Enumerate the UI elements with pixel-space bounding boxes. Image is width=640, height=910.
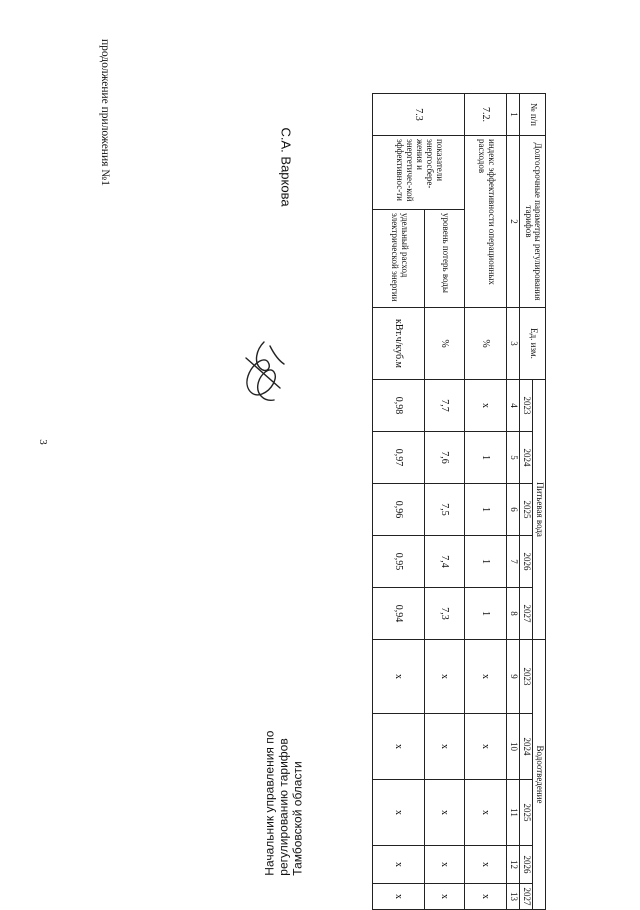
value-cell: 7,3 (425, 588, 465, 640)
year-cell: 2023 (520, 380, 533, 432)
col-number: 12 (507, 846, 520, 884)
year-cell: 2024 (520, 714, 533, 780)
year-cell: 2027 (520, 884, 533, 910)
col-number: 3 (507, 308, 520, 380)
col-number: 6 (507, 484, 520, 536)
header-num: № п/п (520, 94, 546, 136)
value-cell: x (425, 780, 465, 846)
signatory-title-line: регулированию тарифов Тамбовской области (276, 738, 304, 876)
value-cell: x (465, 380, 507, 432)
value-cell: x (465, 846, 507, 884)
signatory-name: С.А. Варкова (278, 127, 294, 207)
col-number: 1 (507, 94, 520, 136)
row-param: удельный расход электрической энергии (373, 210, 425, 308)
col-number: 5 (507, 432, 520, 484)
header-wastewater: Водоотведение (533, 640, 546, 910)
col-number: 11 (507, 780, 520, 846)
row-num: 7.2. (465, 94, 507, 136)
group-num: 7.3 (373, 94, 465, 136)
page-number: 3 (36, 439, 49, 445)
value-cell: 7,6 (425, 432, 465, 484)
value-cell: 1 (465, 432, 507, 484)
value-cell: 0,97 (373, 432, 425, 484)
table-row (373, 94, 425, 910)
value-cell: x (373, 640, 425, 714)
header-water: Питьевая вода (533, 380, 546, 640)
table-row (465, 94, 507, 910)
value-cell: x (465, 780, 507, 846)
year-cell: 2025 (520, 780, 533, 846)
value-cell: x (373, 846, 425, 884)
value-cell: x (425, 846, 465, 884)
value-cell: x (425, 884, 465, 910)
year-cell: 2024 (520, 432, 533, 484)
value-cell: 0,95 (373, 536, 425, 588)
value-cell: x (373, 780, 425, 846)
row-unit: % (425, 308, 465, 380)
value-cell: 0,98 (373, 380, 425, 432)
year-cell: 2026 (520, 846, 533, 884)
value-cell: x (425, 714, 465, 780)
value-cell: 0,96 (373, 484, 425, 536)
column-number-row (507, 94, 520, 910)
value-cell: x (465, 714, 507, 780)
year-cell: 2023 (520, 640, 533, 714)
col-number: 10 (507, 714, 520, 780)
header-row-1 (533, 94, 546, 910)
col-number: 8 (507, 588, 520, 640)
value-cell: x (465, 640, 507, 714)
value-cell: 1 (465, 484, 507, 536)
value-cell: 7,4 (425, 536, 465, 588)
handwritten-signature (234, 338, 294, 413)
col-number: 4 (507, 380, 520, 432)
col-number: 2 (507, 136, 520, 308)
col-number: 7 (507, 536, 520, 588)
row-unit: % (465, 308, 507, 380)
value-cell: x (425, 640, 465, 714)
row-unit: кВт.ч/куб.м (373, 308, 425, 380)
signatory-title-line: Начальник управления по (262, 730, 277, 876)
appendix-note: продолжение приложения №1 (99, 38, 111, 186)
row-param: индекс эффективности операционных расходов (465, 136, 507, 308)
tariff-parameters-table-container (389, 93, 546, 909)
group-label: показатели энергосбере-жения и энергетичес-кой эффективнос-ти (373, 136, 465, 210)
value-cell: 7,7 (425, 380, 465, 432)
value-cell: 1 (465, 588, 507, 640)
year-cell: 2026 (520, 536, 533, 588)
table-row (425, 94, 465, 910)
signatory-title (263, 676, 304, 876)
col-number: 9 (507, 640, 520, 714)
value-cell: x (465, 884, 507, 910)
year-cell: 2025 (520, 484, 533, 536)
header-unit: Ед. изм. (520, 308, 546, 380)
value-cell: 7,5 (425, 484, 465, 536)
col-number: 13 (507, 884, 520, 910)
tariff-parameters-table (372, 93, 546, 910)
value-cell: 0,94 (373, 588, 425, 640)
year-cell: 2027 (520, 588, 533, 640)
value-cell: x (373, 714, 425, 780)
value-cell: 1 (465, 536, 507, 588)
row-param: уровень потерь воды (425, 210, 465, 308)
header-param: Долгосрочные параметры регулирования тарифов (520, 136, 546, 308)
value-cell: x (373, 884, 425, 910)
